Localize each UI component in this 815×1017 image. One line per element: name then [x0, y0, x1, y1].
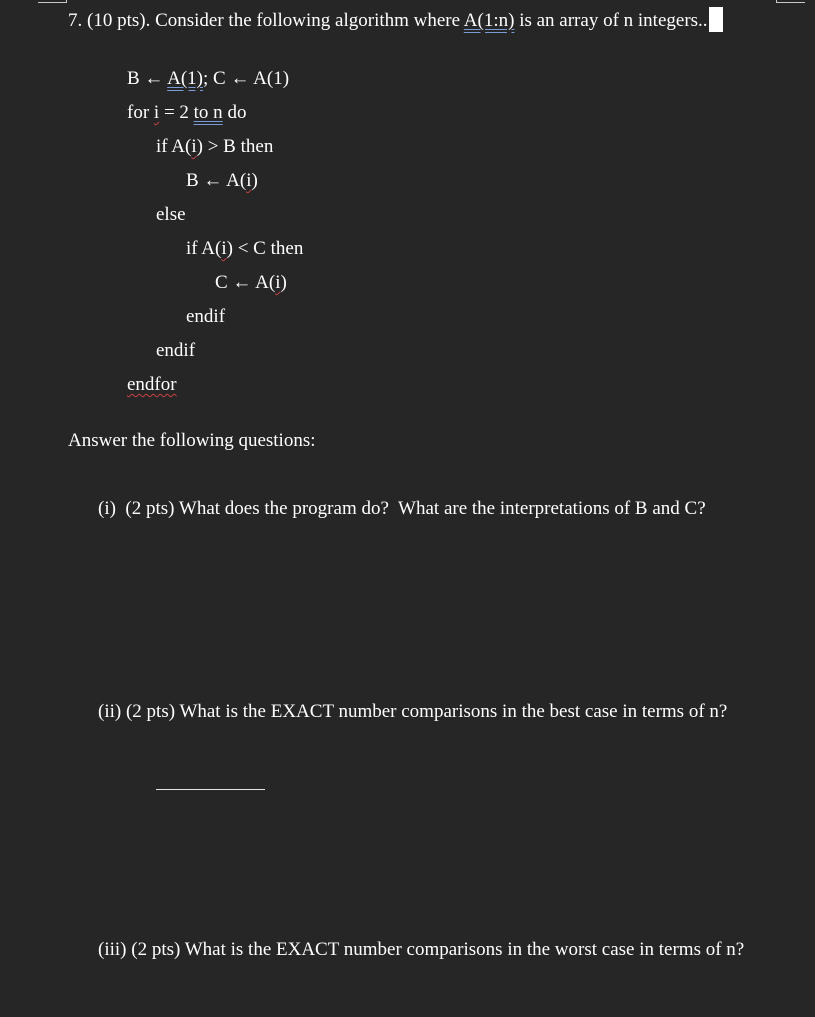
question-title — [68, 7, 723, 32]
algo-token: i — [153, 102, 160, 123]
instructions: Answer the following questions: — [68, 430, 316, 451]
algo-token: B ← A( — [186, 170, 247, 191]
algo-token: to n — [193, 102, 223, 123]
question-iii: (iii) (2 pts) What is the EXACT number comparisons in the worst case in terms of n? — [98, 939, 745, 960]
question-ii: (ii) (2 pts) What is the EXACT number comparisons in the best case in terms of n? — [98, 701, 728, 722]
algorithm-line-5: else — [156, 204, 186, 225]
algo-token: if A( — [186, 238, 222, 259]
algo-token: ) — [251, 170, 258, 191]
answer-blank-line[interactable] — [156, 789, 265, 790]
algorithm-line-4 — [186, 170, 258, 192]
algorithm-line-6 — [186, 238, 303, 260]
algo-token: do — [222, 102, 247, 123]
algo-token: A(1) — [167, 68, 204, 89]
algorithm-line-8: endif — [186, 306, 226, 327]
algo-token: for — [127, 102, 154, 123]
question-title-suffix: is an array of n integers.. — [514, 10, 708, 31]
question-title-array: A(1:n) — [463, 10, 515, 31]
algo-token: ; C ← A(1) — [203, 68, 290, 89]
algorithm-line-1 — [127, 68, 289, 90]
page-corner-mark-left — [38, 0, 67, 3]
algo-token: B ← — [127, 68, 168, 89]
algo-token: if A( — [156, 136, 192, 157]
page-corner-mark-right — [776, 0, 805, 3]
algo-token: ) < C then — [226, 238, 304, 259]
algorithm-line-7 — [215, 272, 287, 294]
algo-token: ) — [280, 272, 287, 293]
text-cursor[interactable] — [709, 7, 723, 32]
algo-token: C ← A( — [215, 272, 276, 293]
algo-token: i — [191, 136, 197, 157]
algo-token: i — [275, 272, 281, 293]
question-title-prefix: 7. (10 pts). Consider the following algorithm where — [68, 10, 464, 31]
algo-token: i — [221, 238, 227, 259]
algorithm-line-3 — [156, 136, 273, 158]
question-i: (i) (2 pts) What does the program do? What are the interpretations of B and C? — [98, 498, 706, 519]
algorithm-line-9: endif — [156, 340, 196, 361]
algo-token: endfor — [127, 374, 177, 395]
algorithm-line-2 — [127, 102, 246, 124]
algo-token: i — [246, 170, 252, 191]
algorithm-line-10 — [127, 374, 177, 396]
algo-token: ) > B then — [196, 136, 274, 157]
algo-token: = 2 — [159, 102, 194, 123]
